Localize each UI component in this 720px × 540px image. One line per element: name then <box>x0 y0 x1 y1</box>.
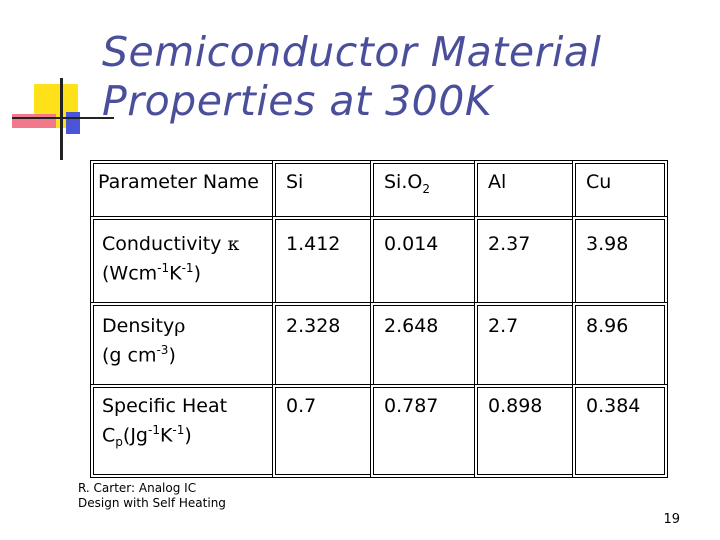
slide-title <box>102 28 702 126</box>
table-row-conductivity <box>90 216 668 302</box>
cell-cu-density: 8.96 <box>572 302 668 384</box>
cell-al-conductivity: 2.37 <box>474 216 572 302</box>
cell-al-density: 2.7 <box>474 302 572 384</box>
param-conductivity: Conductivity κ $(Wcm^{-1}K^{-1})$ <box>90 216 272 302</box>
cell-si-specific-heat: 0.7 <box>272 384 370 478</box>
header-si: Si <box>272 160 370 216</box>
header-al: Al <box>474 160 572 216</box>
cell-al-specific-heat: 0.898 <box>474 384 572 478</box>
decor-blue-square <box>66 112 80 134</box>
cell-cu-conductivity: 3.98 <box>572 216 668 302</box>
header-sio2: $Si.O_2$ <box>370 160 474 216</box>
cell-sio2-specific-heat: 0.787 <box>370 384 474 478</box>
properties-table <box>90 160 668 478</box>
cell-si-density: 2.328 <box>272 302 370 384</box>
cell-cu-specific-heat: 0.384 <box>572 384 668 478</box>
cell-si-conductivity: 1.412 <box>272 216 370 302</box>
table-row-specific-heat <box>90 384 668 478</box>
table-header-row <box>90 160 668 216</box>
kappa-symbol: κ <box>227 233 240 255</box>
title-line-2: Properties at 300K <box>102 77 493 125</box>
rho-symbol: ρ <box>174 315 186 337</box>
page-number: 19 <box>663 512 680 527</box>
decor-vertical-line <box>60 78 63 160</box>
cell-sio2-conductivity: 0.014 <box>370 216 474 302</box>
footer-credit: R. Carter: Analog IC Design with Self Heating <box>78 481 226 510</box>
title-line-1: Semiconductor Material <box>102 28 602 76</box>
header-parameter-name: Parameter Name <box>90 160 272 216</box>
param-specific-heat: Specific Heat $C_p(Jg^{-1}K^{-1})$ <box>90 384 272 478</box>
cell-sio2-density: 2.648 <box>370 302 474 384</box>
header-cu: Cu <box>572 160 668 216</box>
param-density: Densityρ (g $cm^{-3}$) <box>90 302 272 384</box>
table-row-density <box>90 302 668 384</box>
decor-horizontal-line <box>12 117 114 119</box>
